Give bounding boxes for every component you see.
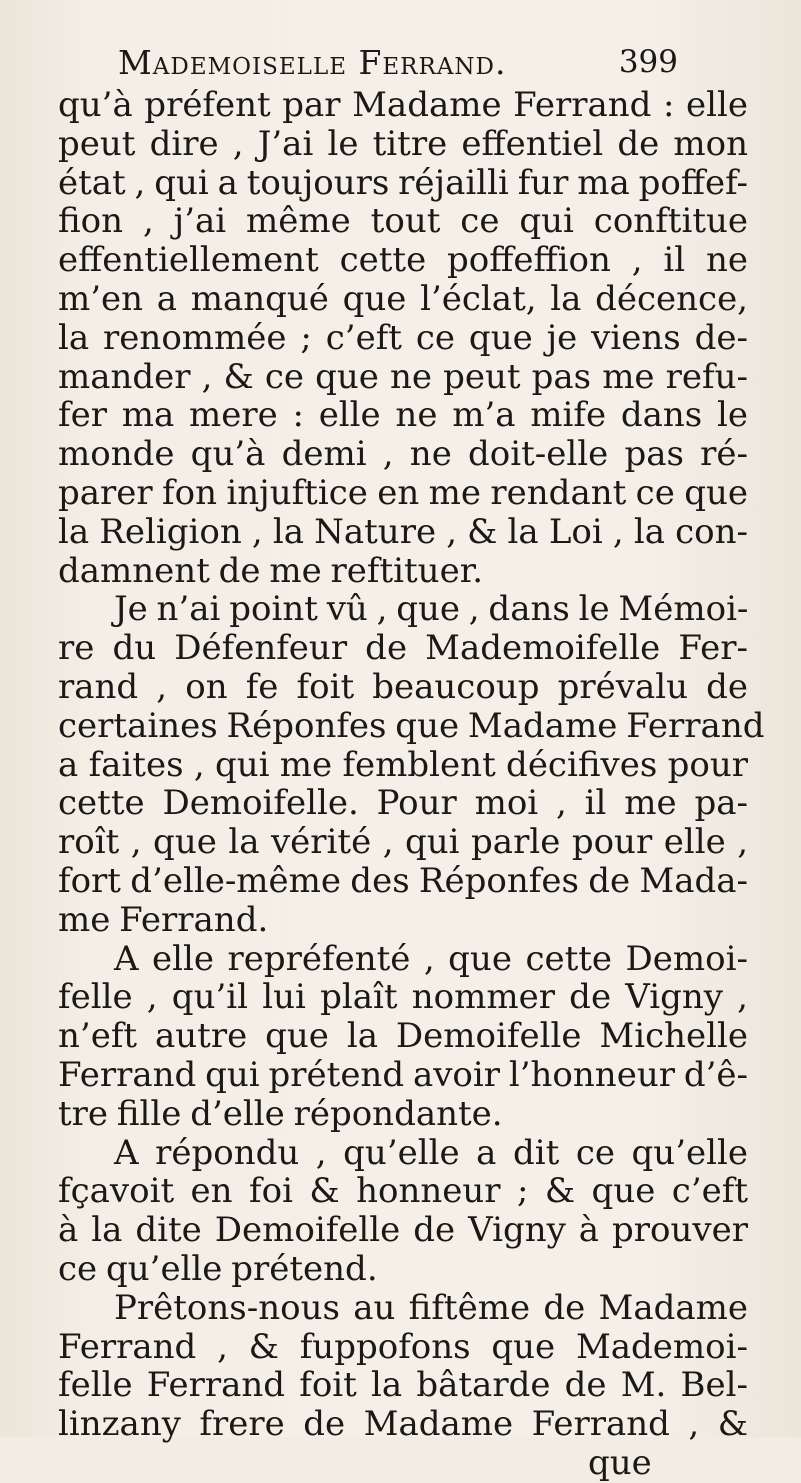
text-line: a faites , qui me femblent décifives pour xyxy=(58,744,748,785)
text-line: la renommée ; c’eft ce que je viens de- xyxy=(58,317,748,358)
text-line: tre fille d’elle répondante. xyxy=(58,1093,503,1134)
page-header xyxy=(118,40,678,84)
text-line: à la dite Demoifelle de Vigny à prouver xyxy=(58,1210,748,1251)
text-line: fer ma mere : elle ne m’a mife dans le xyxy=(58,395,748,436)
text-line: état , qui a toujours réjailli fur ma poffef- xyxy=(58,162,748,203)
text-line: fçavoit en foi & honneur ; & que c’eft xyxy=(58,1171,748,1212)
catchword: que xyxy=(588,1442,652,1483)
text-line: re du Défenfeur de Mademoifelle Fer- xyxy=(58,628,748,669)
text-line: Prêtons-nous au fiftême de Madame xyxy=(114,1287,748,1328)
running-title: Mademoiselle Ferrand. xyxy=(118,42,507,82)
text-line: cette Demoifelle. Pour moi , il me pa- xyxy=(58,783,748,824)
text-line: mander , & ce que ne peut pas me refu- xyxy=(58,356,748,397)
text-line: fion , j’ai même tout ce qui conftitue xyxy=(58,201,748,242)
text-line: felle Ferrand foit la bâtarde de M. Bel- xyxy=(58,1365,748,1406)
text-line: la Religion , la Nature , & la Loi , la con- xyxy=(58,511,748,552)
text-line: certaines Réponfes que Madame Ferrand xyxy=(58,705,765,746)
text-line: n’eft autre que la Demoifelle Michelle xyxy=(58,1016,748,1057)
text-line: qu’à préfent par Madame Ferrand : elle xyxy=(58,85,748,125)
text-line: Ferrand , & fuppofons que Mademoi- xyxy=(58,1326,748,1367)
text-line: monde qu’à demi , ne doit-elle pas ré- xyxy=(58,434,748,475)
text-line: ce qu’elle prétend. xyxy=(58,1248,378,1289)
body-text xyxy=(58,85,765,1483)
text-line: felle , qu’il lui plaît nommer de Vigny , xyxy=(58,977,748,1018)
text-line: A elle repréfenté , que cette Demoi- xyxy=(114,938,748,979)
text-line: m’en a manqué que l’éclat, la décence, xyxy=(58,278,748,319)
text-line: effentiellement cette poffeffion , il ne xyxy=(58,240,748,281)
text-line: damnent de me reftituer. xyxy=(58,550,484,591)
text-line: Ferrand qui prétend avoir l’honneur d’ê- xyxy=(58,1054,748,1095)
text-line: Je n’ai point vû , que , dans le Mémoi- xyxy=(114,589,749,630)
text-line: linzany frere de Madame Ferrand , & xyxy=(58,1404,748,1445)
text-line: roît , que la vérité , qui parle pour elle , xyxy=(58,822,748,863)
text-line: A répondu , qu’elle a dit ce qu’elle xyxy=(114,1132,748,1173)
text-line: fort d’elle-même des Réponfes de Mada- xyxy=(58,860,748,901)
text-line: rand , on fe foit beaucoup prévalu de xyxy=(58,666,748,707)
text-line: parer fon injuftice en me rendant ce que xyxy=(58,472,748,513)
text-line: me Ferrand. xyxy=(58,899,269,940)
page-number: 399 xyxy=(618,44,678,80)
text-line: peut dire , J’ai le titre effentiel de mon xyxy=(58,123,748,164)
